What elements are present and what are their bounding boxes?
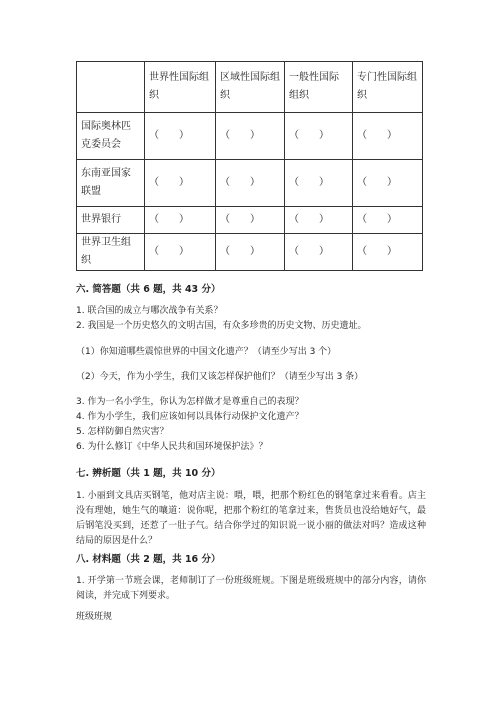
answer-blank[interactable]: （ ） — [145, 207, 216, 234]
answer-blank[interactable]: （ ） — [145, 234, 216, 271]
answer-blank[interactable]: （ ） — [145, 113, 216, 160]
table-row — [77, 234, 423, 271]
table-header-cell: 区域性国际组织 — [216, 62, 285, 113]
question-6-2-sub-1: （1）你知道哪些震惊世界的中国文化遗产？（请至少写出 3 个） — [76, 347, 337, 357]
table-header-cell: 一般性国际组织 — [285, 62, 353, 113]
organization-name: 世界银行 — [77, 207, 145, 234]
section-6-heading: 六. 简答题（共 6 题，共 43 分） — [76, 284, 221, 295]
question-6-1: 1. 联合国的成立与哪次战争有关系？ — [76, 306, 223, 316]
question-6-6: 6. 为什么修订《中华人民共和国环境保护法》？ — [76, 442, 268, 452]
question-8-1: 1. 开学第一节班会课，老师制订了一份班级班规。下图是班级班规中的部分内容，请你阅读，并完成下列要求。 — [76, 576, 426, 601]
question-6-2-sub-2: （2）今天，作为小学生，我们又该怎样保护他们？（请至少写出 3 条） — [76, 372, 364, 382]
organization-name: 东南亚国家联盟 — [77, 160, 145, 207]
table-header-row — [77, 62, 423, 113]
question-6-2: 2. 我国是一个历史悠久的文明古国，有众多珍贵的历史文物、历史遗址。 — [76, 321, 367, 331]
answer-blank[interactable]: （ ） — [353, 207, 423, 234]
table-row — [77, 160, 423, 207]
organization-classification-table — [76, 61, 423, 271]
table-row — [77, 113, 423, 160]
answer-blank[interactable]: （ ） — [285, 234, 353, 271]
question-7-1: 1. 小丽到文具店买钢笔，他对店主说：喂，喂，把那个粉红色的钢笔拿过来看看。店主没有理她，她生气的嚷道：说你呢，把那个粉红的笔拿过来，售货员也没给她好气，最后钢笔没买到，还惹了一肚子气。结合你学过的知识说一说小丽的做法对吗？造成这种结局的原因是什么？ — [76, 491, 426, 546]
answer-blank[interactable]: （ ） — [353, 113, 423, 160]
organization-name: 世界卫生组织 — [77, 234, 145, 271]
answer-blank[interactable]: （ ） — [216, 234, 285, 271]
answer-blank[interactable]: （ ） — [285, 113, 353, 160]
table-row — [77, 207, 423, 234]
answer-blank[interactable]: （ ） — [145, 160, 216, 207]
table-header-cell: 专门性国际组织 — [353, 62, 423, 113]
section-7-heading: 七. 辨析题（共 1 题，共 10 分） — [76, 468, 221, 479]
answer-blank[interactable]: （ ） — [353, 160, 423, 207]
answer-blank[interactable]: （ ） — [216, 113, 285, 160]
question-6-5: 5. 怎样防御自然灾害？ — [76, 427, 169, 437]
question-6-4: 4. 作为小学生，我们应该如何以具体行动保护文化遗产？ — [76, 412, 304, 422]
question-6-3: 3. 作为一名小学生，你认为怎样做才是尊重自己的表现？ — [76, 397, 304, 407]
answer-blank[interactable]: （ ） — [285, 207, 353, 234]
material-caption: 班级班规 — [76, 612, 113, 622]
answer-blank[interactable]: （ ） — [216, 207, 285, 234]
answer-blank[interactable]: （ ） — [216, 160, 285, 207]
answer-blank[interactable]: （ ） — [353, 234, 423, 271]
answer-blank[interactable]: （ ） — [285, 160, 353, 207]
table-header-cell — [77, 62, 145, 113]
organization-name: 国际奥林匹克委员会 — [77, 113, 145, 160]
table-header-cell: 世界性国际组织 — [145, 62, 216, 113]
section-8-heading: 八. 材料题（共 2 题，共 16 分） — [76, 554, 221, 565]
